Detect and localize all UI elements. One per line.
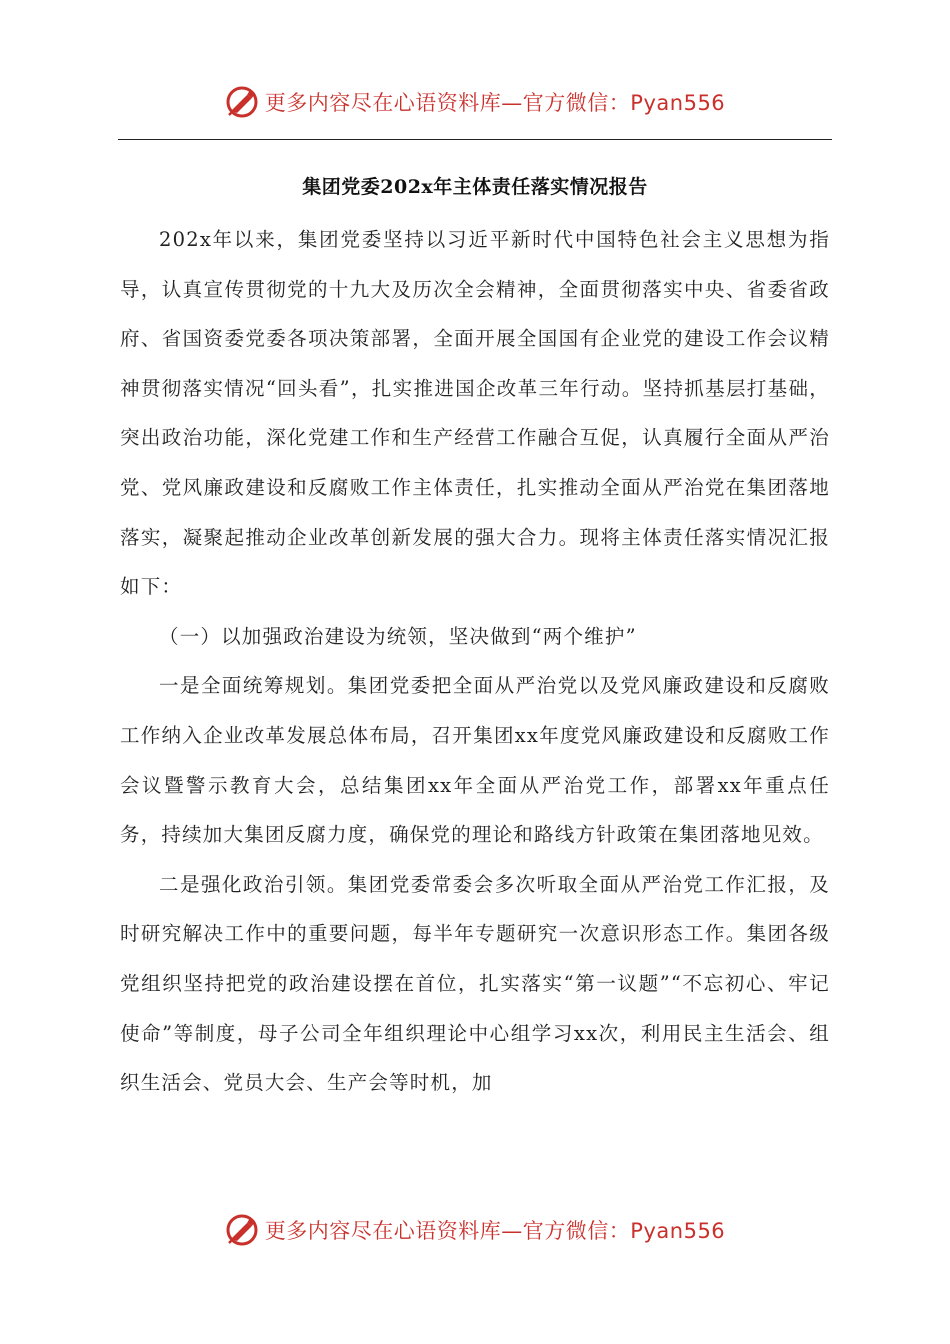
pen-nib-circle-icon bbox=[225, 1213, 259, 1247]
banner-text: 更多内容尽在心语资料库—官方微信：Pyan556 bbox=[264, 1219, 726, 1243]
paragraph: 202x年以来，集团党委坚持以习近平新时代中国特色社会主义思想为指导，认真宣传贯彻党的十九大及历次全会精神，全面贯彻落实中央、省委省政府、省国资委党委各项决策部署，全面开展全国国有企业党的建设工作会议精神贯彻落实情况“回头看”，扎实推进国企改革三年行动。坚持抓基层打基础，突出政治功能，深化党建工作和生产经营工作融合互促，认真履行全面从严治党、党风廉政建设和反腐败工作主体责任，扎实推动全面从严治党在集团落地落实，凝聚起推动企业改革创新发展的强大合力。现将主体责任落实情况汇报如下： bbox=[120, 228, 830, 599]
document-title: 集团党委202x年主体责任落实情况报告 bbox=[302, 176, 648, 198]
header-divider bbox=[118, 139, 832, 140]
footer-banner bbox=[0, 1208, 950, 1252]
section-heading: （一）以加强政治建设为统领，坚决做到“两个维护” bbox=[159, 624, 637, 648]
paragraph: 一是全面统筹规划。集团党委把全面从严治党以及党风廉政建设和反腐败工作纳入企业改革发展总体布局，召开集团xx年度党风廉政建设和反腐败工作会议暨警示教育大会，总结集团xx年全面从严治党工作，部署xx年重点任务，持续加大集团反腐力度，确保党的理论和路线方针政策在集团落地见效。 bbox=[120, 674, 830, 847]
header-banner bbox=[0, 80, 950, 124]
paragraph: 二是强化政治引领。集团党委常委会多次听取全面从严治党工作汇报，及时研究解决工作中的重要问题，每半年专题研究一次意识形态工作。集团各级党组织坚持把党的政治建设摆在首位，扎实落实“第一议题”“不忘初心、牢记使命”等制度，母子公司全年组织理论中心组学习xx次，利用民主生活会、组织生活会、党员大会、生产会等时机，加 bbox=[120, 872, 830, 1095]
pen-nib-circle-icon bbox=[225, 85, 259, 119]
banner-text: 更多内容尽在心语资料库—官方微信：Pyan556 bbox=[264, 91, 726, 115]
document-body bbox=[120, 215, 830, 1108]
